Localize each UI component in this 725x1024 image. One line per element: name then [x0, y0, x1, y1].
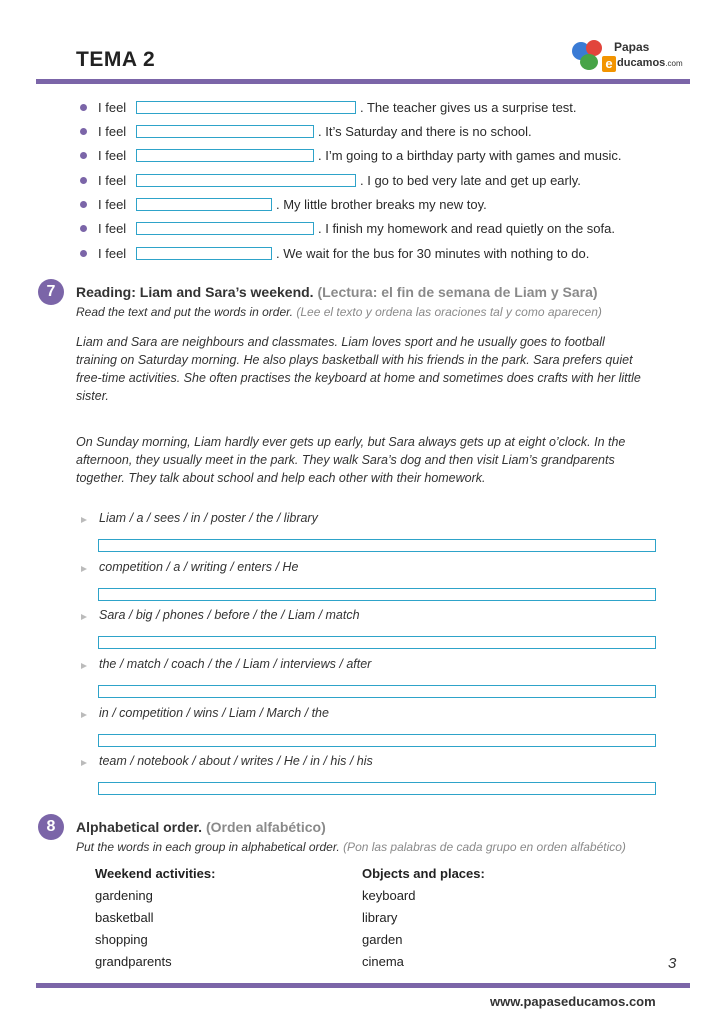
exercise-instruction: Read the text and put the words in order. (Lee el texto y ordena las oraciones tal y como aparecen): [76, 305, 602, 319]
word-order-prompt: competition / a / writing / enters / He: [99, 560, 299, 574]
feeling-answer-input[interactable]: [136, 247, 272, 260]
feeling-answer-input[interactable]: [136, 198, 272, 211]
logo-text-top: Papas: [614, 40, 650, 54]
feeling-row: [80, 218, 615, 238]
bullet-icon: [80, 250, 87, 257]
word-group-item: garden: [362, 932, 403, 947]
exercise-number-badge: 7: [38, 279, 64, 305]
word-group-item: shopping: [95, 932, 148, 947]
logo-e-badge: e: [602, 56, 616, 72]
feeling-sentence: . The teacher gives us a surprise test.: [360, 99, 577, 115]
bullet-icon: [80, 128, 87, 135]
feeling-label: I feel: [98, 245, 127, 261]
feeling-label: I feel: [98, 99, 127, 115]
feeling-sentence: . My little brother breaks my new toy.: [276, 196, 487, 212]
triangle-bullet-icon: [81, 614, 87, 620]
bullet-icon: [80, 201, 87, 208]
word-order-prompt: in / competition / wins / Liam / March / the: [99, 706, 329, 720]
triangle-bullet-icon: [81, 663, 87, 669]
sentence-answer-input[interactable]: [98, 734, 656, 747]
word-order-prompt: team / notebook / about / writes / He / in / his / his: [99, 754, 373, 768]
exercise-instruction: Put the words in each group in alphabetical order. (Pon las palabras de cada grupo en orden alfabético): [76, 840, 626, 854]
feeling-answer-input[interactable]: [136, 101, 356, 114]
word-group-heading: Weekend activities:: [95, 866, 216, 881]
bullet-icon: [80, 152, 87, 159]
sentence-answer-input[interactable]: [98, 685, 656, 698]
sentence-answer-input[interactable]: [98, 539, 656, 552]
feeling-row: [80, 194, 487, 214]
feeling-row: [80, 170, 581, 190]
triangle-bullet-icon: [81, 712, 87, 718]
header-divider: [36, 79, 690, 84]
feeling-answer-input[interactable]: [136, 222, 314, 235]
feeling-row: [80, 145, 621, 165]
exercise-heading: Alphabetical order. (Orden alfabético): [76, 819, 326, 835]
word-group-item: keyboard: [362, 888, 416, 903]
feeling-label: I feel: [98, 147, 127, 163]
triangle-bullet-icon: [81, 760, 87, 766]
word-order-prompt: Sara / big / phones / before / the / Liam / match: [99, 608, 360, 622]
sentence-answer-input[interactable]: [98, 782, 656, 795]
feeling-sentence: . It’s Saturday and there is no school.: [318, 123, 532, 139]
word-order-prompt: the / match / coach / the / Liam / interviews / after: [99, 657, 372, 671]
footer-url-link[interactable]: www.papaseducamos.com: [490, 994, 656, 1009]
logo-text-bottom: ducamos.com: [617, 57, 683, 69]
feeling-sentence: . I go to bed very late and get up early.: [360, 172, 581, 188]
bullet-icon: [80, 104, 87, 111]
feeling-answer-input[interactable]: [136, 125, 314, 138]
triangle-bullet-icon: [81, 566, 87, 572]
logo-kid-icon: [580, 54, 598, 70]
exercise-number-badge: 8: [38, 814, 64, 840]
sentence-answer-input[interactable]: [98, 588, 656, 601]
bullet-icon: [80, 177, 87, 184]
brand-logo[interactable]: [570, 36, 690, 76]
word-order-prompt: Liam / a / sees / in / poster / the / library: [99, 511, 318, 525]
feeling-label: I feel: [98, 196, 127, 212]
feeling-row: [80, 121, 532, 141]
triangle-bullet-icon: [81, 517, 87, 523]
feeling-label: I feel: [98, 123, 127, 139]
reading-paragraph: On Sunday morning, Liam hardly ever gets up early, but Sara always gets up at eight o’clock. In the afternoon, they usually meet in the park. They walk Sara’s dog and then visit Liam’s grandparents together. They talk about school and help each other with their homework.: [76, 435, 626, 485]
word-group-item: cinema: [362, 954, 404, 969]
feeling-sentence: . I finish my homework and read quietly on the sofa.: [318, 220, 615, 236]
feeling-label: I feel: [98, 220, 127, 236]
page-title: TEMA 2: [76, 48, 156, 71]
feeling-row: [80, 243, 589, 263]
word-group-item: gardening: [95, 888, 153, 903]
feeling-row: [80, 97, 577, 117]
feeling-answer-input[interactable]: [136, 149, 314, 162]
feeling-label: I feel: [98, 172, 127, 188]
bullet-icon: [80, 225, 87, 232]
word-group-item: basketball: [95, 910, 154, 925]
feeling-answer-input[interactable]: [136, 174, 356, 187]
exercise-heading: Reading: Liam and Sara’s weekend. (Lectura: el fin de semana de Liam y Sara): [76, 284, 598, 300]
footer-divider: [36, 983, 690, 988]
feeling-sentence: . I’m going to a birthday party with games and music.: [318, 147, 622, 163]
page-number: 3: [668, 955, 677, 972]
word-group-item: library: [362, 910, 398, 925]
sentence-answer-input[interactable]: [98, 636, 656, 649]
feeling-sentence: . We wait for the bus for 30 minutes with nothing to do.: [276, 245, 590, 261]
word-group-heading: Objects and places:: [362, 866, 485, 881]
reading-paragraph: Liam and Sara are neighbours and classmates. Liam loves sport and he usually goes to football training on Saturday morning. He also plays basketball with his friends in the park. Sara prefers quiet free-time activities. She often practises the keyboard at home and sometimes does crafts with her little sister.: [76, 335, 641, 403]
word-group-item: grandparents: [95, 954, 172, 969]
